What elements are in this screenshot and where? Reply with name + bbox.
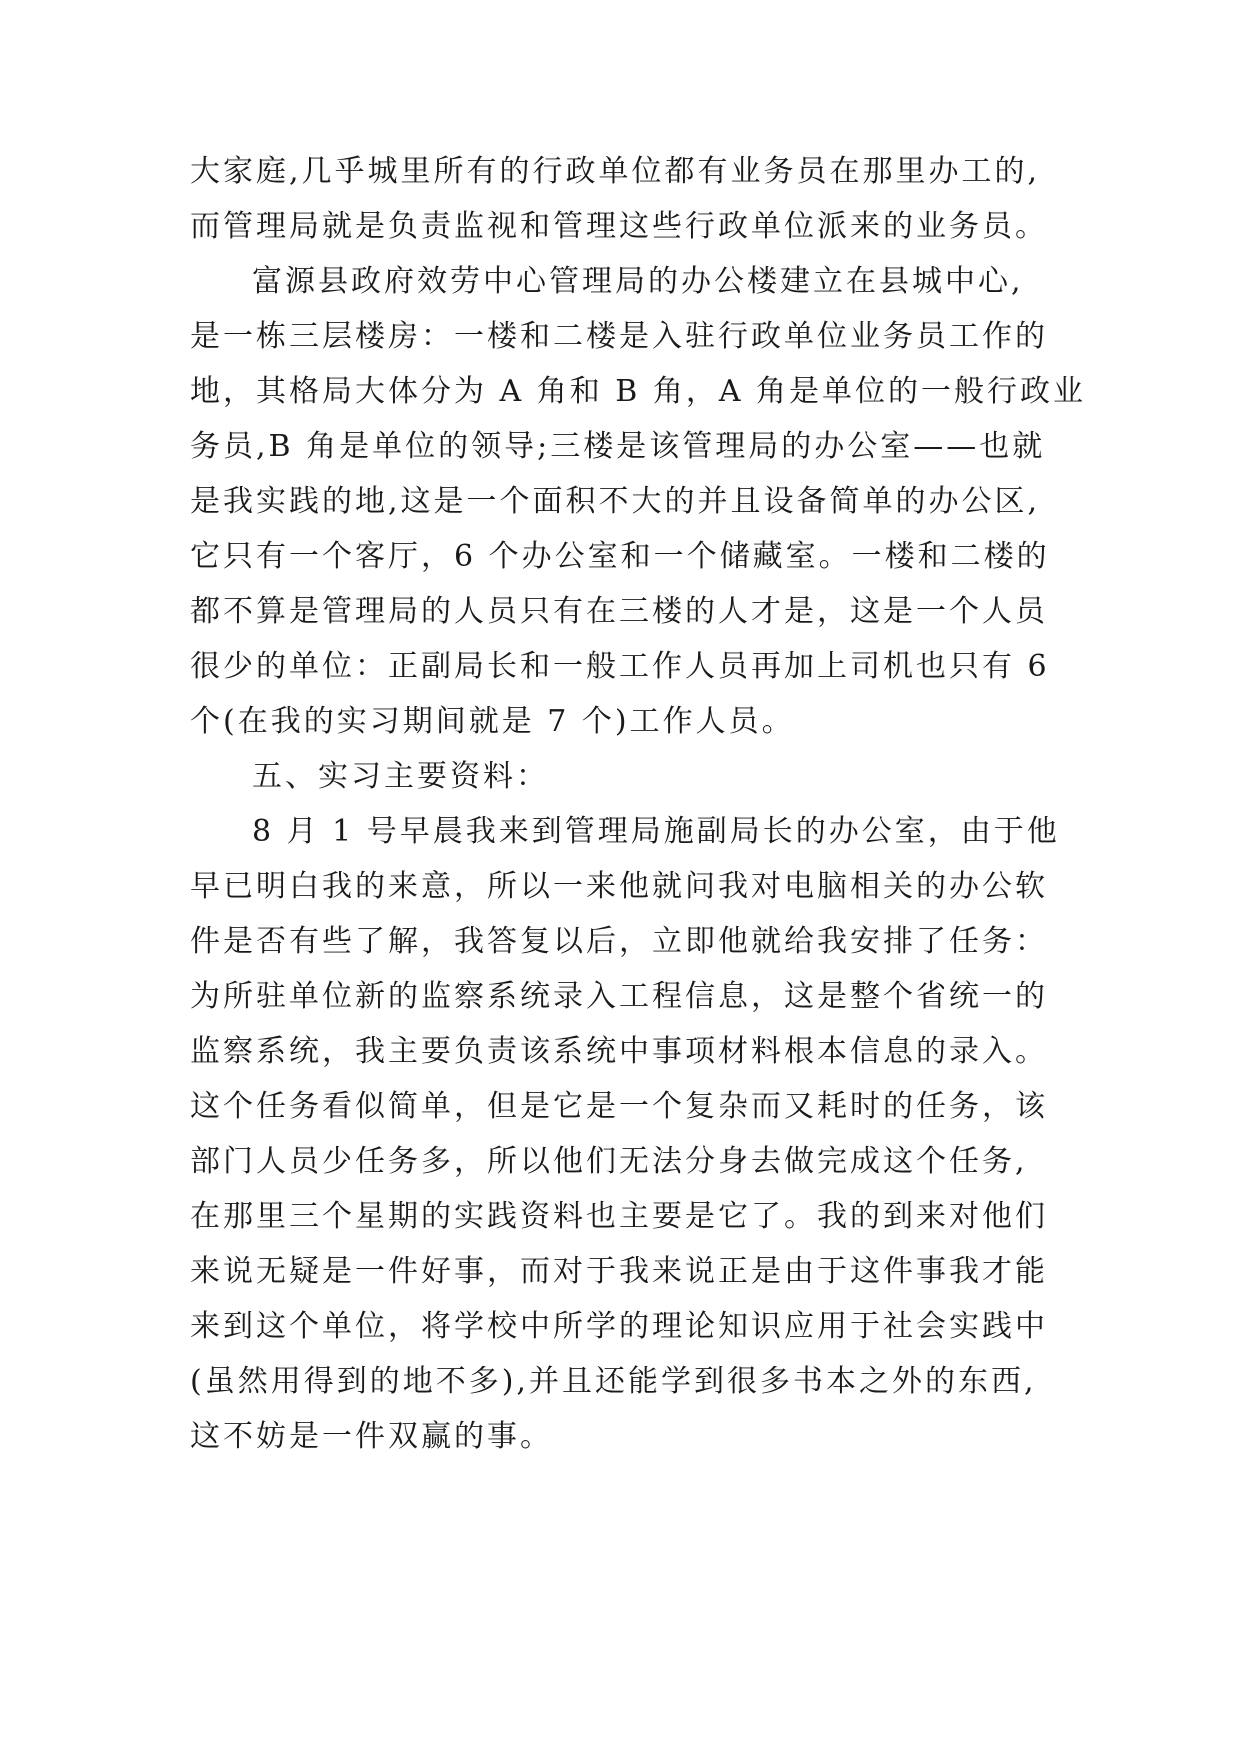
paragraph-line: (虽然用得到的地不多),并且还能学到很多书本之外的东西, (190, 1364, 1037, 1399)
paragraph-line: 来说无疑是一件好事，而对于我来说正是由于这件事我才能 (190, 1254, 1048, 1289)
paragraph-line: 个(在我的实习期间就是 7 个)工作人员。 (190, 704, 795, 739)
paragraph-line: 它只有一个客厅，6 个办公室和一个储藏室。一楼和二楼的 (190, 539, 1050, 574)
paragraph-line: 是一栋三层楼房：一楼和二楼是入驻行政单位业务员工作的 (190, 319, 1048, 354)
paragraph-line: 大家庭,几乎城里所有的行政单位都有业务员在那里办工的, (190, 154, 1041, 189)
paragraph-line: 而管理局就是负责监视和管理这些行政单位派来的业务员。 (190, 209, 1048, 244)
paragraph-line: 富源县政府效劳中心管理局的办公楼建立在县城中心, (252, 264, 1024, 299)
paragraph-line: 很少的单位：正副局长和一般工作人员再加上司机也只有 6 (190, 649, 1050, 684)
paragraph-line: 在那里三个星期的实践资料也主要是它了。我的到来对他们 (190, 1199, 1048, 1234)
section-heading: 五、实习主要资料： (252, 759, 549, 794)
paragraph-line: 地，其格局大体分为 A 角和 B 角，A 角是单位的一般行政业 (190, 374, 1087, 409)
paragraph-line: 务员,B 角是单位的领导;三楼是该管理局的办公室——也就 (190, 429, 1046, 464)
paragraph-line: 早已明白我的来意，所以一来他就问我对电脑相关的办公软 (190, 869, 1048, 904)
paragraph-line: 为所驻单位新的监察系统录入工程信息，这是整个省统一的 (190, 979, 1048, 1014)
paragraph-line: 部门人员少任务多，所以他们无法分身去做完成这个任务, (190, 1144, 1028, 1179)
paragraph-line: 这不妨是一件双赢的事。 (190, 1419, 553, 1454)
paragraph-line: 监察系统，我主要负责该系统中事项材料根本信息的录入。 (190, 1034, 1048, 1069)
paragraph-line: 这个任务看似简单，但是它是一个复杂而又耗时的任务，该 (190, 1089, 1048, 1124)
paragraph-line: 是我实践的地,这是一个面积不大的并且设备简单的办公区, (190, 484, 1041, 519)
paragraph-line: 件是否有些了解，我答复以后，立即他就给我安排了任务： (190, 924, 1048, 959)
paragraph-line: 来到这个单位，将学校中所学的理论知识应用于社会实践中 (190, 1309, 1048, 1344)
paragraph-line: 8 月 1 号早晨我来到管理局施副局长的办公室，由于他 (252, 814, 1060, 849)
paragraph-line: 都不算是管理局的人员只有在三楼的人才是，这是一个人员 (190, 594, 1048, 629)
